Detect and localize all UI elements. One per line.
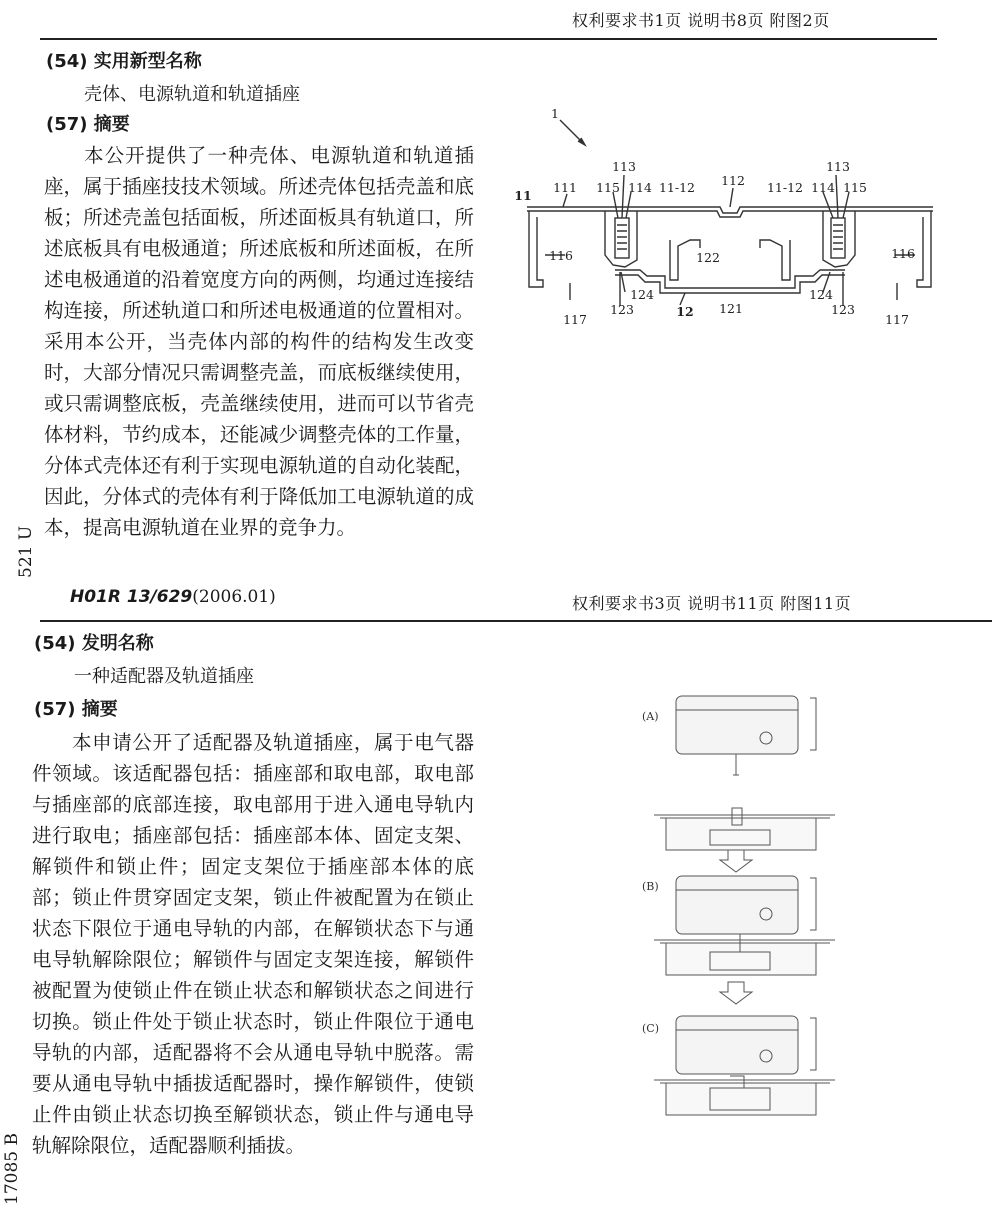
record2-ipc-date: (2006.01) bbox=[192, 587, 276, 607]
fig-label-112: 112 bbox=[721, 173, 745, 188]
record2-ipc bbox=[70, 587, 276, 607]
fig-label-116-right: 116 bbox=[891, 246, 915, 261]
fig-label-1: 1 bbox=[551, 106, 559, 121]
record2-name: 一种适配器及轨道插座 bbox=[74, 666, 254, 687]
fig-label-123-left: 123 bbox=[610, 302, 634, 317]
fig-label-121: 121 bbox=[719, 301, 743, 316]
fig-label-11: 11 bbox=[514, 188, 532, 203]
record1-side-code: 521 U bbox=[16, 525, 36, 578]
fig-label-114-left: 114 bbox=[628, 180, 652, 195]
fig-label-111: 111 bbox=[553, 180, 577, 195]
record2-name-label: (54) 发明名称 bbox=[34, 633, 154, 654]
record1-top-rule bbox=[40, 38, 937, 40]
fig-label-114-right: 114 bbox=[811, 180, 835, 195]
record1-page-counts: 权利要求书1页 说明书8页 附图2页 bbox=[572, 11, 830, 30]
record2-side-code: 17085 B bbox=[2, 1133, 22, 1205]
record1-name: 壳体、电源轨道和轨道插座 bbox=[84, 84, 300, 105]
fig-label-124-left: 124 bbox=[630, 287, 654, 302]
record2-ipc-code: H01R 13/629 bbox=[70, 587, 193, 607]
record2-abstract-text: 本申请公开了适配器及轨道插座，属于电气器件领域。该适配器包括：插座部和取电部，取电部与插座部的底部连接，取电部用于进入通电导轨内进行取电；插座部包括：插座部本体、固定支架、解锁件和锁止件；固定支架位于插座部本体的底部；锁止件贯穿固定支架，锁止件被配置为在锁止状态下限位于通电导轨的内部，在解锁状态下与通电导轨解除限位；解锁件与固定支架连接，解锁件被配置为使锁止件在锁止状态和解锁状态之间进行切换。锁止件处于锁止状态时，锁止件限位于通电导轨的内部，适配器将不会从通电导轨中脱落。需要从通电导轨中插拔适配器时，操作解锁件，使锁止件由锁止状态切换至解锁状态，锁止件与通电导轨解除限位，适配器顺利插拔。 bbox=[32, 731, 474, 1157]
record2-page-counts: 权利要求书3页 说明书11页 附图11页 bbox=[572, 594, 852, 613]
fig-label-117-right: 117 bbox=[885, 312, 909, 327]
record2-abstract-label: (57) 摘要 bbox=[34, 699, 118, 720]
panel-label-c: (C) bbox=[642, 1022, 659, 1035]
fig-label-124-right: 124 bbox=[809, 287, 833, 302]
record1-abstract bbox=[44, 140, 474, 543]
panel-label-a: (A) bbox=[642, 710, 659, 723]
fig-label-115-left: 115 bbox=[596, 180, 620, 195]
fig-label-11-12-right: 11-12 bbox=[766, 180, 804, 195]
fig-label-122: 122 bbox=[696, 250, 720, 265]
record1-figure-rail-section bbox=[505, 100, 945, 330]
record1-abstract-label: (57) 摘要 bbox=[46, 114, 130, 135]
fig-label-116-left: 116 bbox=[549, 248, 573, 263]
record2-top-rule bbox=[40, 620, 992, 622]
fig-label-113-right: 113 bbox=[826, 159, 850, 174]
record1-abstract-text: 本公开提供了一种壳体、电源轨道和轨道插座，属于插座技技术领域。所述壳体包括壳盖和底板；所述壳盖包括面板，所述面板具有轨道口，所述底板具有电极通道；所述底板和所述面板，在所述电极通道的沿着宽度方向的两侧，均通过连接结构连接，所述轨道口和所述电极通道的位置相对。采用本公开，当壳体内部的构件的结构发生改变时，大部分情况只需调整壳盖，而底板继续使用，或只需调整底板，壳盖继续使用，进而可以节省壳体材料，节约成本，还能减少调整壳体的工作量，分体式壳体还有利于实现电源轨道的自动化装配，因此，分体式的壳体有利于降低加工电源轨道的成本，提高电源轨道在业界的竞争力。 bbox=[44, 144, 474, 539]
record2-abstract bbox=[32, 727, 474, 1161]
record2-figure-adapter-stages bbox=[640, 690, 860, 1140]
panel-label-b: (B) bbox=[642, 880, 659, 893]
fig-label-115-right: 115 bbox=[843, 180, 867, 195]
fig-label-11-12-left: 11-12 bbox=[658, 180, 696, 195]
record1-name-label: (54) 实用新型名称 bbox=[46, 51, 202, 72]
fig-label-113-left: 113 bbox=[612, 159, 636, 174]
fig-label-117-left: 117 bbox=[563, 312, 587, 327]
fig-label-12: 12 bbox=[676, 304, 694, 319]
fig-label-123-right: 123 bbox=[831, 302, 855, 317]
